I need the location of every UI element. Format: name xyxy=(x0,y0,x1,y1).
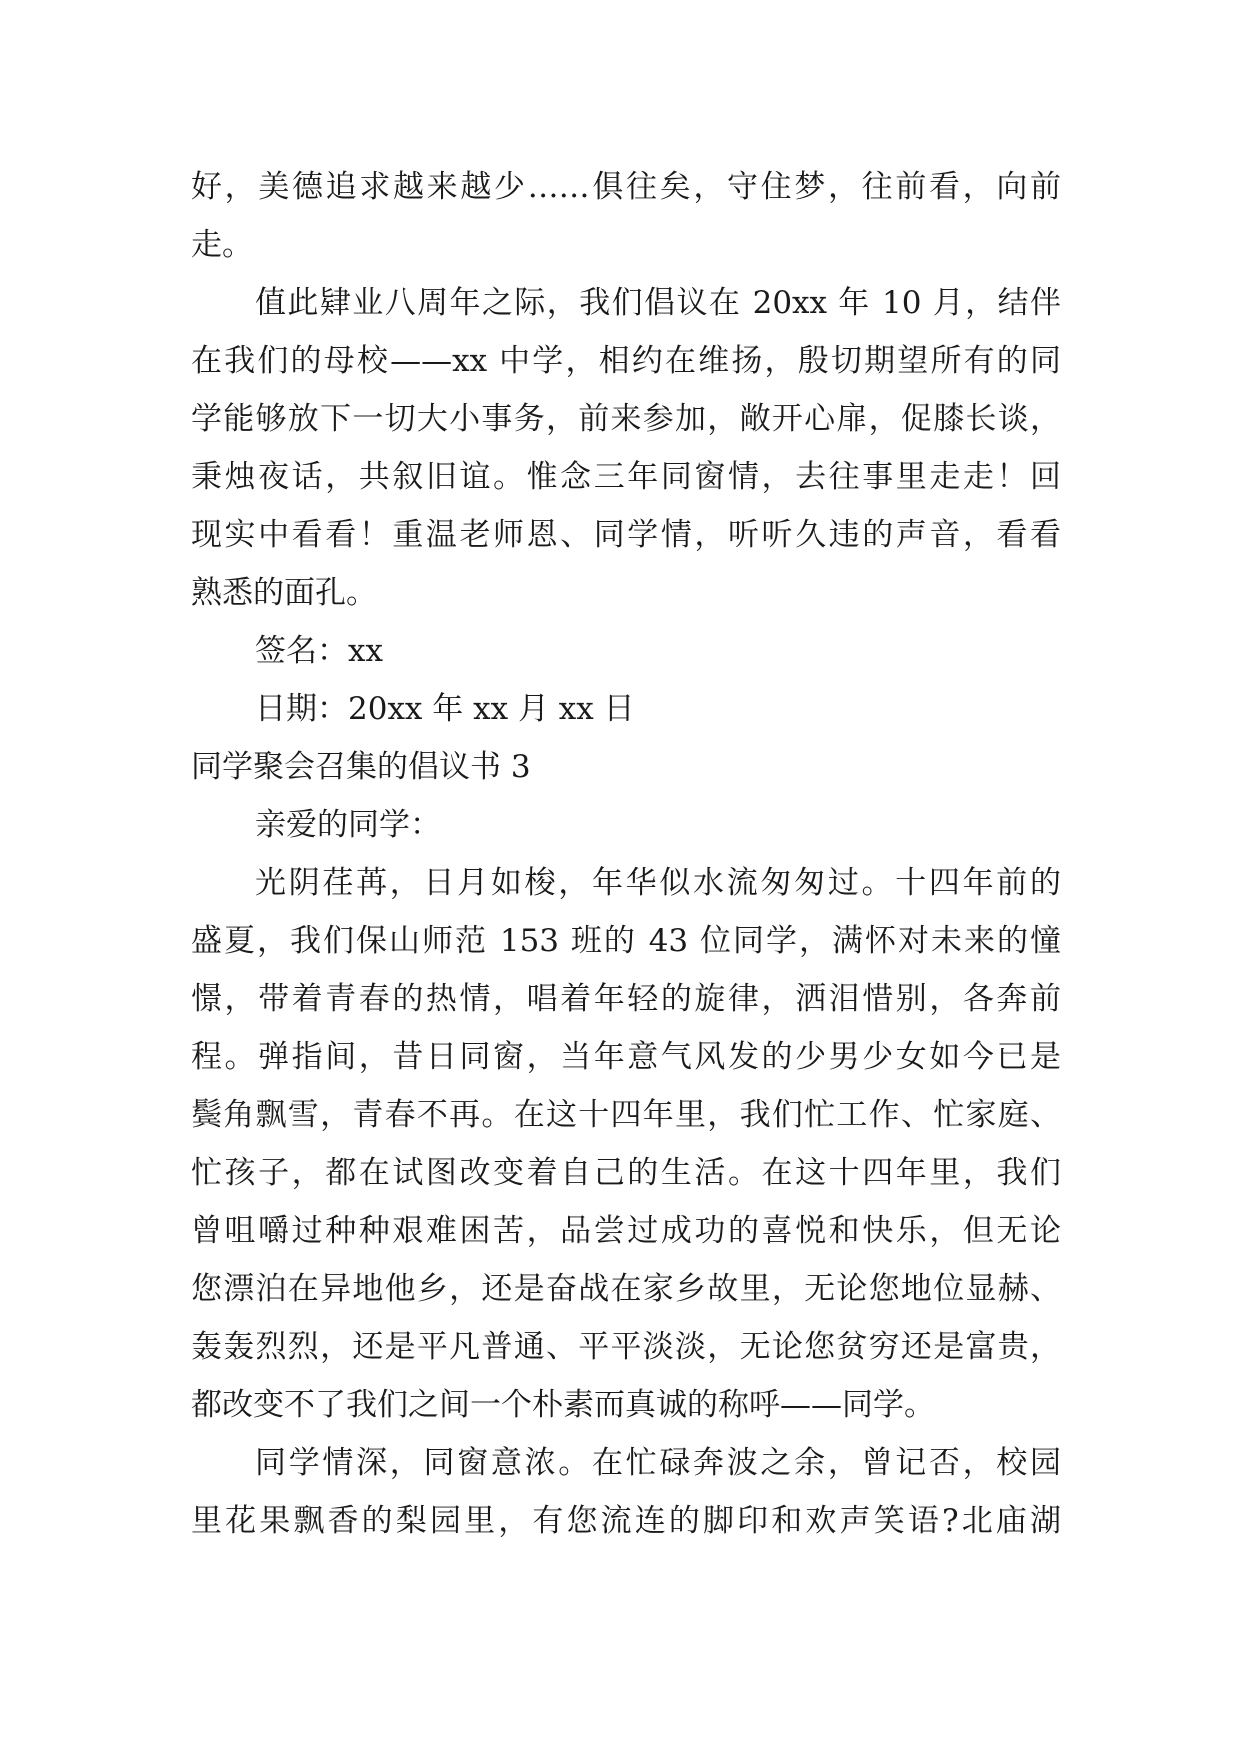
salutation-line: 亲爱的同学： xyxy=(255,807,441,843)
text-line: 走。 xyxy=(191,227,253,263)
text-line: 憬，带着青春的热情，唱着年轻的旋律，洒泪惜别，各奔前 xyxy=(191,981,1061,1017)
text-line: 好，美德追求越来越少……俱往矣，守住梦，往前看，向前 xyxy=(191,169,1061,205)
text-line: 曾咀嚼过种种艰难困苦，品尝过成功的喜悦和快乐，但无论 xyxy=(191,1213,1061,1249)
text-line: 盛夏，我们保山师范 153 班的 43 位同学，满怀对未来的憧 xyxy=(191,923,1061,959)
signature-line: 签名：xx xyxy=(255,633,383,669)
text-line: 都改变不了我们之间一个朴素而真诚的称呼——同学。 xyxy=(191,1387,935,1423)
section-title: 同学聚会召集的倡议书 3 xyxy=(191,749,531,785)
date-line: 日期：20xx 年 xx 月 xx 日 xyxy=(255,691,635,727)
text-line: 学能够放下一切大小事务，前来参加，敞开心扉，促膝长谈， xyxy=(191,401,1061,437)
text-line: 现实中看看！重温老师恩、同学情，听听久违的声音，看看 xyxy=(191,517,1061,553)
text-line: 熟悉的面孔。 xyxy=(191,575,377,611)
text-line: 在我们的母校——xx 中学，相约在维扬，殷切期望所有的同 xyxy=(191,343,1061,379)
text-line: 您漂泊在异地他乡，还是奋战在家乡故里，无论您地位显赫、 xyxy=(191,1271,1061,1307)
document-body xyxy=(191,158,1061,1550)
text-line: 鬓角飘雪，青春不再。在这十四年里，我们忙工作、忙家庭、 xyxy=(191,1097,1061,1133)
text-line: 程。弹指间，昔日同窗，当年意气风发的少男少女如今已是 xyxy=(191,1039,1061,1075)
text-line: 秉烛夜话，共叙旧谊。惟念三年同窗情，去往事里走走！回 xyxy=(191,459,1061,495)
text-line: 忙孩子，都在试图改变着自己的生活。在这十四年里，我们 xyxy=(191,1155,1061,1191)
text-line: 里花果飘香的梨园里，有您流连的脚印和欢声笑语?北庙湖 xyxy=(191,1503,1061,1539)
paragraph-start-line: 同学情深，同窗意浓。在忙碌奔波之余，曾记否，校园 xyxy=(255,1445,1061,1481)
text-line: 轰轰烈烈，还是平凡普通、平平淡淡，无论您贫穷还是富贵， xyxy=(191,1329,1061,1365)
paragraph-start-line: 光阴荏苒，日月如梭，年华似水流匆匆过。十四年前的 xyxy=(255,865,1061,901)
paragraph-start-line: 值此肄业八周年之际，我们倡议在 20xx 年 10 月，结伴 xyxy=(255,285,1061,321)
